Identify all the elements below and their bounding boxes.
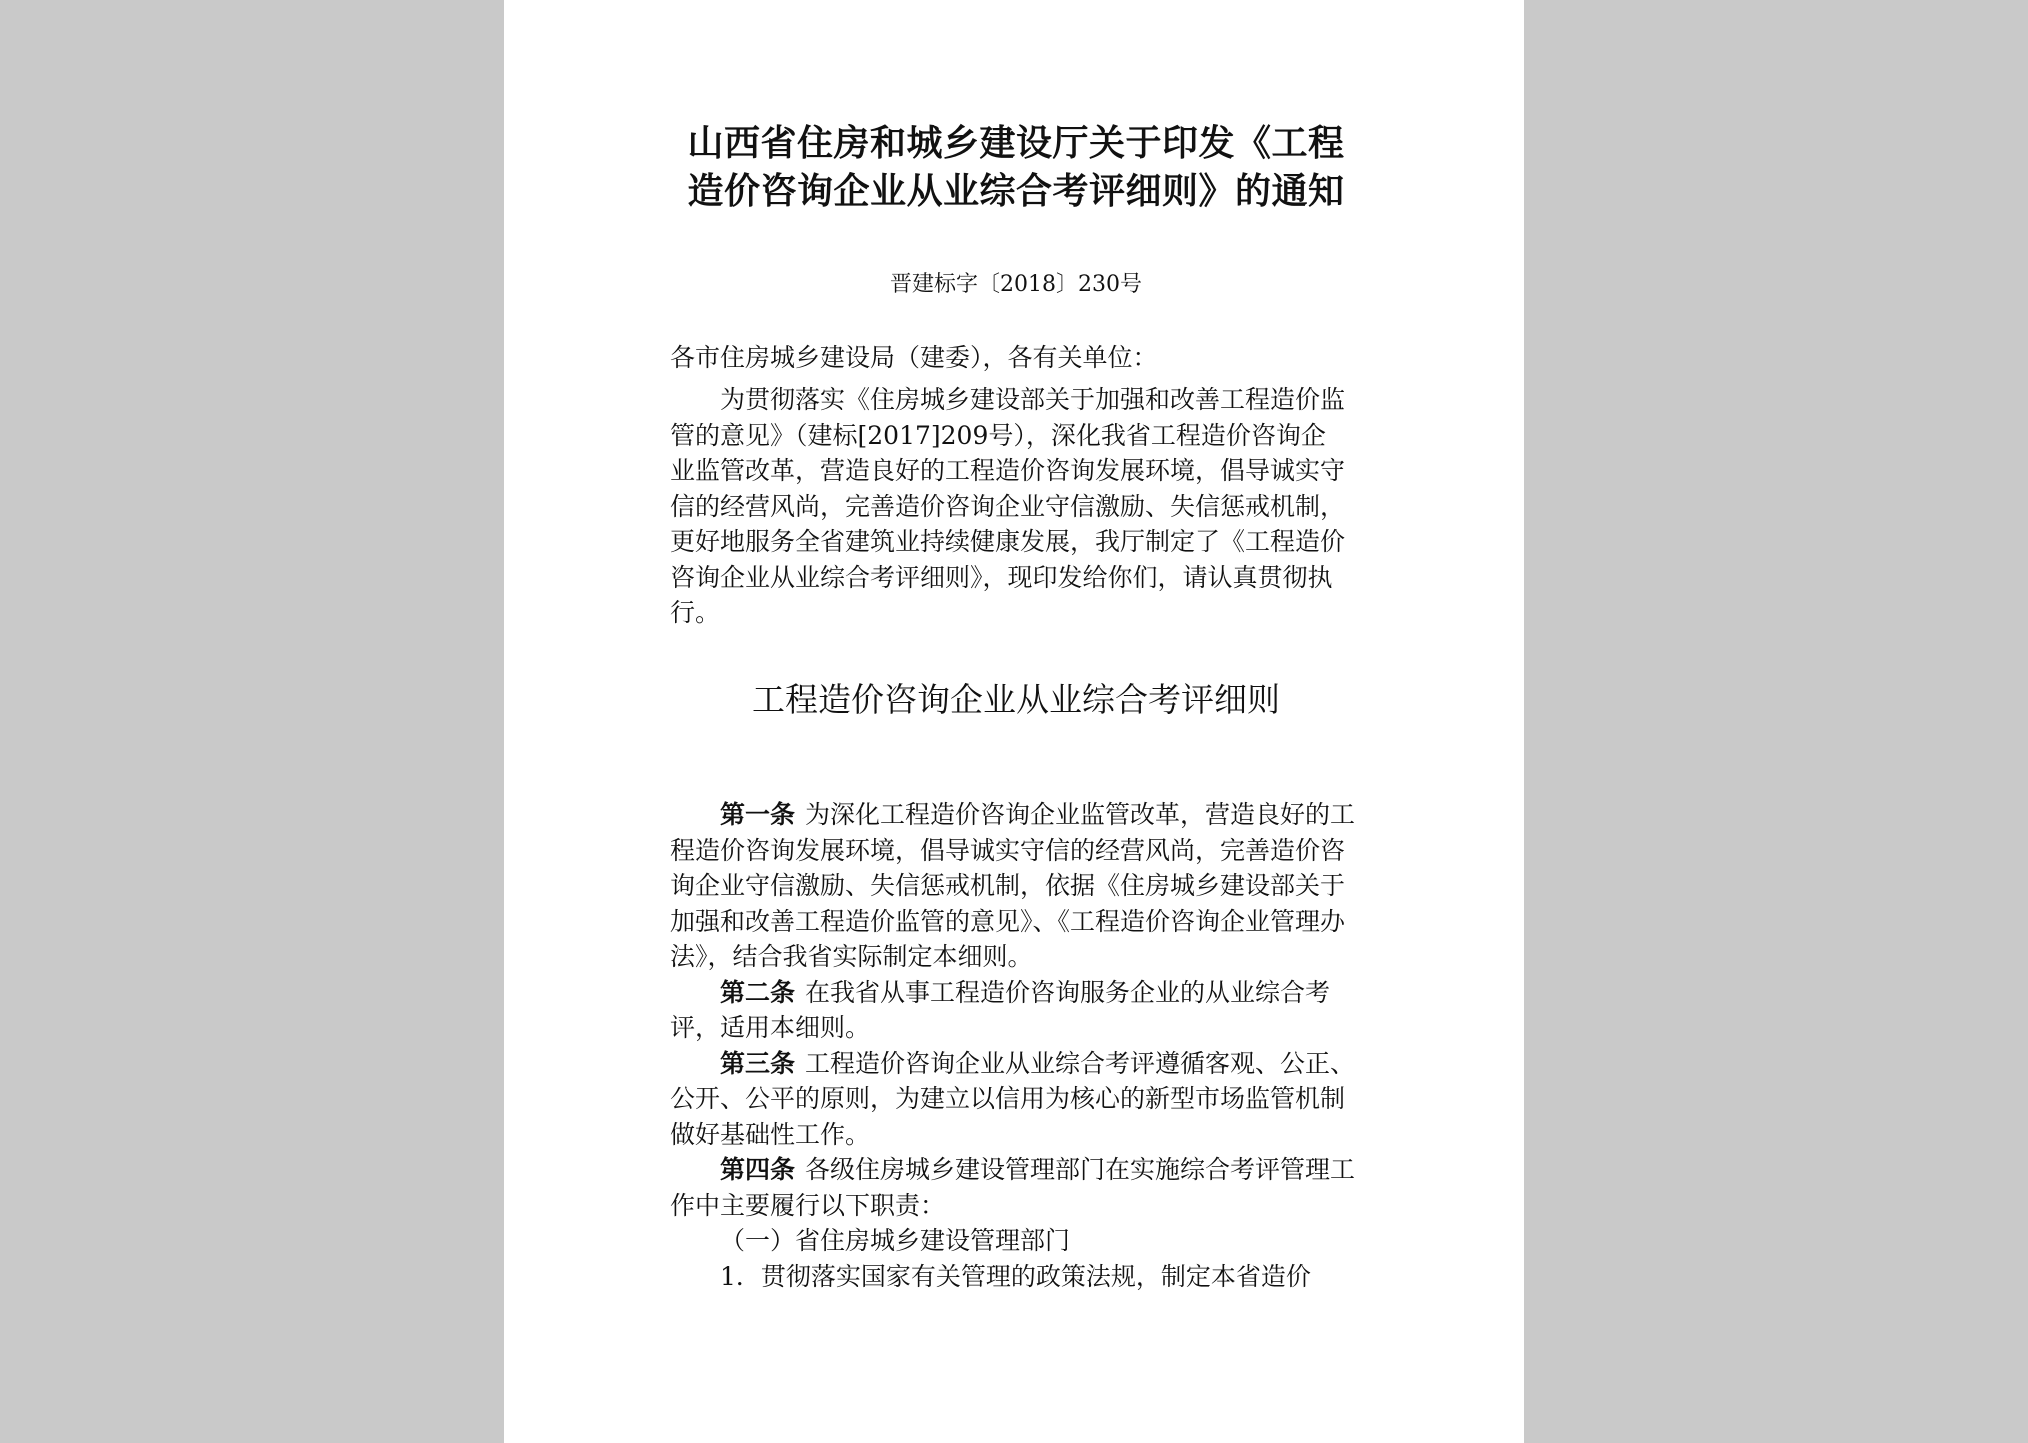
articles-section: [670, 797, 1360, 1294]
title-line-2: 造价咨询企业从业综合考评细则》的通知: [687, 171, 1345, 212]
sub-heading-1: （一）省住房城乡建设管理部门: [720, 1226, 1071, 1255]
article-label: 第二条: [720, 977, 796, 1007]
article-1: [670, 797, 1360, 975]
title-line-1: 山西省住房和城乡建设厅关于印发《工程: [687, 123, 1345, 164]
document-page: [504, 0, 1524, 1443]
article-text: 各级住房城乡建设管理部门在实施综合考评管理工作中主要履行以下职责：: [670, 1155, 1356, 1220]
article-text: 在我省从事工程造价咨询服务企业的从业综合考评，适用本细则。: [670, 977, 1331, 1042]
article-label: 第三条: [720, 1048, 796, 1078]
list-item-1: 1．贯彻落实国家有关管理的政策法规，制定本省造价: [720, 1261, 1311, 1291]
intro-paragraph: 为贯彻落实《住房城乡建设部关于加强和改善工程造价监管的意见》（建标[2017]209号），深化我省工程造价咨询企业监管改革，营造良好的工程造价咨询发展环境，倡导诚实守信的经营风尚，完善造价咨询企业守信激励、失信惩戒机制，更好地服务全省建筑业持续健康发展，我厅制定了《工程造价咨询企业从业综合考评细则》，现印发给你们，请认真贯彻执行。: [670, 385, 1346, 627]
article-text: 工程造价咨询企业从业综合考评遵循客观、公正、公开、公平的原则，为建立以信用为核心的新型市场监管机制做好基础性工作。: [670, 1048, 1356, 1149]
article-2: [670, 975, 1360, 1046]
article-text: 为深化工程造价咨询企业监管改革，营造良好的工程造价咨询发展环境，倡导诚实守信的经营风尚，完善造价咨询企业守信激励、失信惩戒机制，依据《住房城乡建设部关于加强和改善工程造价监管的意见》、《工程造价咨询企业管理办法》，结合我省实际制定本细则。: [670, 800, 1356, 971]
document-title: [666, 120, 1366, 216]
addressee: 各市住房城乡建设局（建委），各有关单位：: [670, 343, 1158, 372]
article-label: 第一条: [720, 800, 796, 829]
article-4: [670, 1152, 1360, 1223]
article-label: 第四条: [720, 1155, 796, 1184]
document-number: 晋建标字〔2018〕230号: [890, 272, 1142, 297]
article-3: [670, 1046, 1360, 1153]
rules-subtitle: 工程造价咨询企业从业综合考评细则: [752, 680, 1280, 719]
